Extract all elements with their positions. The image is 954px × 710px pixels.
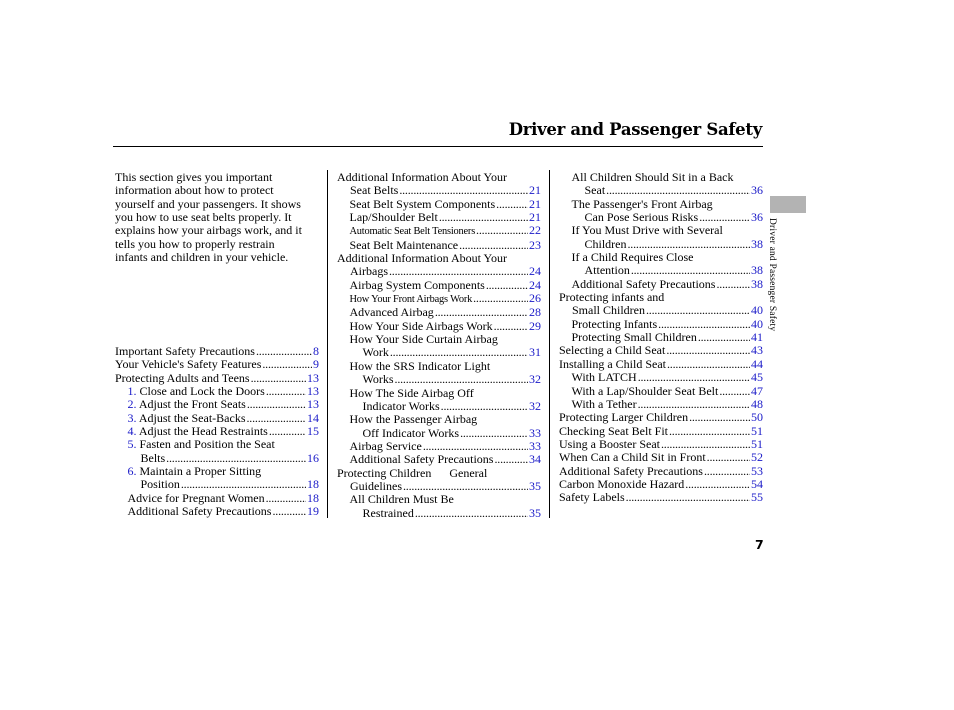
- toc-entry[interactable]: [337, 224, 541, 238]
- toc-entry[interactable]: [337, 239, 541, 252]
- toc-leader-dots: [266, 492, 306, 505]
- toc-entry[interactable]: [337, 211, 541, 224]
- toc-entry[interactable]: [115, 372, 319, 385]
- toc-leader-dots: [247, 412, 307, 425]
- toc-entry-text: Seat Belt System Components: [349, 196, 496, 211]
- toc-leader-dots: [459, 239, 528, 252]
- toc-entry-text: Important Safety Precautions: [115, 344, 255, 358]
- toc-entry[interactable]: [337, 440, 541, 453]
- toc-entry-text: Installing a Child Seat: [559, 356, 666, 371]
- toc-entry-text: Position: [140, 477, 180, 492]
- toc-entry-text: Restrained: [362, 505, 414, 520]
- toc-entry[interactable]: [115, 412, 319, 425]
- toc-entry-text: When Can a Child Sit in Front: [559, 450, 706, 465]
- toc-page-link[interactable]: 8: [313, 344, 319, 358]
- toc-entry-text: How The Side Airbag Off: [349, 385, 474, 400]
- toc-entry-text: Indicator Works: [362, 398, 440, 413]
- toc-leader-dots: [707, 451, 750, 464]
- toc-entry-text: Airbag System Components: [349, 277, 485, 292]
- toc-entry-text: Can Pose Serious Risks: [584, 210, 699, 225]
- toc-leader-dots: [685, 478, 750, 491]
- toc-leader-dots: [269, 425, 306, 438]
- toc-entry-text: Attention: [584, 263, 630, 278]
- toc-leader-dots: [666, 344, 750, 357]
- page-title: Driver and Passenger Safety: [508, 120, 762, 139]
- toc-page-link[interactable]: 9: [313, 357, 319, 372]
- toc-page-link[interactable]: 34: [529, 452, 541, 467]
- toc-entry[interactable]: [115, 385, 319, 398]
- toc-leader-dots: [661, 438, 750, 451]
- toc-page-link[interactable]: 18: [307, 490, 319, 505]
- toc-entry-text: Protecting Small Children: [571, 330, 697, 345]
- toc-entry[interactable]: [559, 198, 763, 225]
- toc-entry-text: How the SRS Indicator Light: [349, 358, 491, 373]
- toc-leader-dots: [403, 480, 528, 493]
- toc-leader-dots: [646, 304, 750, 317]
- toc-leader-dots: [423, 440, 528, 453]
- toc-page-link[interactable]: 51: [751, 423, 763, 438]
- toc-leader-dots: [638, 371, 750, 384]
- toc-entry-text: Protecting Adults and Teens: [115, 370, 250, 385]
- toc-leader-dots: [704, 465, 750, 478]
- toc-entry-text: Seat Belts: [350, 183, 399, 198]
- toc-entry-number: 6.: [127, 464, 140, 479]
- toc-list-1: [115, 345, 319, 518]
- toc-entry[interactable]: [337, 320, 541, 333]
- toc-entry-text: Seat Belt Maintenance: [349, 237, 459, 252]
- toc-leader-dots: [698, 331, 750, 344]
- toc-page-link[interactable]: 23: [529, 237, 541, 252]
- toc-entry-text: Advanced Airbag: [349, 305, 434, 320]
- toc-entry[interactable]: [337, 333, 541, 360]
- toc-entry-text: Additional Safety Precautions: [571, 276, 716, 291]
- toc-entry[interactable]: [115, 438, 319, 465]
- toc-entry[interactable]: [337, 292, 541, 306]
- toc-page-link[interactable]: 33: [529, 438, 541, 453]
- toc-entry[interactable]: [559, 425, 763, 438]
- column-divider: [549, 170, 550, 518]
- toc-entry[interactable]: [559, 451, 763, 464]
- toc-page-link[interactable]: 45: [751, 370, 763, 385]
- toc-entry[interactable]: [115, 465, 319, 492]
- toc-page-link[interactable]: 36: [751, 210, 763, 225]
- toc-page-link[interactable]: 29: [529, 318, 541, 333]
- toc-entry[interactable]: [559, 478, 763, 491]
- toc-leader-dots: [435, 306, 528, 319]
- section-tab-label: Driver and Passenger Safety: [767, 218, 777, 332]
- toc-leader-dots: [262, 358, 312, 371]
- toc-entry[interactable]: [337, 413, 541, 440]
- toc-leader-dots: [251, 372, 306, 385]
- toc-leader-dots: [631, 264, 750, 277]
- toc-list-2: [337, 171, 541, 520]
- toc-page-link[interactable]: 31: [529, 345, 541, 360]
- toc-page-link[interactable]: 13: [307, 397, 319, 412]
- toc-page-link[interactable]: 38: [751, 263, 763, 278]
- toc-entry-text: Airbag Service: [349, 438, 422, 453]
- toc-entry[interactable]: [337, 467, 541, 494]
- toc-leader-dots: [716, 278, 750, 291]
- toc-entry[interactable]: [337, 306, 541, 319]
- toc-leader-dots: [439, 211, 528, 224]
- toc-leader-dots: [441, 400, 528, 413]
- toc-list-3: [559, 171, 763, 505]
- toc-entry[interactable]: [115, 425, 319, 438]
- toc-entry-text: Using a Booster Seat: [559, 436, 660, 451]
- toc-entry[interactable]: [115, 358, 319, 371]
- toc-page-link[interactable]: 35: [529, 505, 541, 520]
- toc-leader-dots: [699, 211, 750, 224]
- toc-entry[interactable]: [559, 318, 763, 331]
- toc-entry-text: Off Indicator Works: [362, 425, 460, 440]
- toc-entry[interactable]: [337, 198, 541, 211]
- toc-leader-dots: [719, 385, 750, 398]
- toc-entry-text: With LATCH: [571, 370, 637, 385]
- toc-entry-text: Protecting Infants: [571, 316, 658, 331]
- toc-page-link[interactable]: 41: [751, 330, 763, 345]
- toc-entry[interactable]: [337, 171, 541, 198]
- toc-page-link[interactable]: 36: [751, 183, 763, 198]
- toc-entry-text: 4. Adjust the Head Restraints: [127, 424, 268, 439]
- toc-entry[interactable]: [559, 491, 763, 504]
- toc-entry-text: Children: [584, 236, 627, 251]
- toc-page-link[interactable]: 26: [529, 291, 541, 306]
- toc-leader-dots: [689, 411, 750, 424]
- toc-entry-text: Carbon Monoxide Hazard: [559, 476, 685, 491]
- toc-entry-text: Lap/Shoulder Belt: [349, 210, 438, 225]
- toc-entry[interactable]: [337, 453, 541, 466]
- toc-entry[interactable]: [559, 278, 763, 291]
- toc-entry-number: 3.: [127, 410, 139, 425]
- toc-leader-dots: [494, 320, 528, 333]
- toc-entry-text: How the Passenger Airbag: [349, 412, 478, 427]
- toc-leader-dots: [667, 358, 750, 371]
- toc-page-link[interactable]: 21: [529, 196, 541, 211]
- toc-page-link[interactable]: 24: [529, 277, 541, 292]
- toc-entry[interactable]: [337, 493, 541, 520]
- toc-entry-text: Additional Safety Precautions: [127, 504, 272, 519]
- toc-entry-text: Work: [362, 345, 389, 360]
- toc-page-link[interactable]: 32: [529, 398, 541, 413]
- toc-leader-dots: [415, 507, 528, 520]
- toc-page-link[interactable]: 54: [751, 476, 763, 491]
- page-number: 7: [755, 537, 764, 552]
- toc-page-link[interactable]: 40: [751, 303, 763, 318]
- toc-column-3: [559, 171, 763, 505]
- toc-page-link[interactable]: 48: [751, 396, 763, 411]
- toc-entry-number: 1.: [127, 384, 140, 399]
- toc-entry-text: Guidelines: [350, 478, 402, 493]
- toc-leader-dots: [658, 318, 750, 331]
- toc-leader-dots: [247, 398, 306, 411]
- toc-column-2: [337, 171, 541, 520]
- toc-entry-number: 2.: [127, 397, 139, 412]
- toc-entry-text: Additional Information About Your: [337, 170, 507, 184]
- toc-entry-text: How Your Front Airbags Work: [349, 294, 473, 306]
- toc-page-link[interactable]: 15: [307, 424, 319, 439]
- toc-leader-dots: [669, 425, 750, 438]
- toc-leader-dots: [181, 478, 306, 491]
- toc-page-link[interactable]: 35: [529, 478, 541, 493]
- toc-leader-dots: [473, 292, 528, 305]
- toc-page-link[interactable]: 47: [751, 383, 763, 398]
- toc-leader-dots: [606, 184, 750, 197]
- toc-entry-text: Advice for Pregnant Women: [127, 490, 265, 505]
- toc-leader-dots: [494, 453, 528, 466]
- toc-entry-text: All Children Must Be: [349, 492, 454, 507]
- toc-page-link[interactable]: 38: [751, 236, 763, 251]
- toc-entry-text: Selecting a Child Seat: [559, 343, 666, 358]
- toc-leader-dots: [496, 198, 528, 211]
- column-divider: [327, 170, 328, 518]
- toc-page-link[interactable]: 52: [751, 450, 763, 465]
- title-rule: [113, 146, 763, 147]
- toc-page-link[interactable]: 13: [307, 384, 319, 399]
- toc-entry-text: Small Children: [572, 303, 645, 318]
- toc-page-link[interactable]: 33: [529, 425, 541, 440]
- toc-entry-text: Additional Information About Your: [337, 251, 507, 266]
- toc-entry-text: Works: [362, 372, 394, 387]
- toc-page-link[interactable]: 32: [529, 372, 541, 387]
- toc-entry-text: Automatic Seat Belt Tensioners: [349, 226, 476, 238]
- toc-entry-text: Seat: [584, 183, 606, 198]
- intro-paragraph: This section gives you important information about how to protect yourself and your passengers. It shows you how to use seat belts properly. It explains how your airbags work, and it tells you how to properly restrain infants and children in your vehicle.: [115, 170, 302, 265]
- toc-entry-text: Protecting infants and: [559, 290, 665, 305]
- toc-entry[interactable]: [559, 465, 763, 478]
- toc-page-link[interactable]: 21: [529, 183, 541, 198]
- toc-entry[interactable]: [559, 344, 763, 357]
- toc-page-link[interactable]: 40: [751, 316, 763, 331]
- toc-entry[interactable]: [337, 360, 541, 387]
- toc-entry-text: 1. Close and Lock the Doors: [127, 384, 265, 399]
- toc-page-link[interactable]: 53: [751, 463, 763, 478]
- toc-entry[interactable]: [337, 252, 541, 279]
- toc-entry-text: The Passenger's Front Airbag: [571, 196, 713, 211]
- toc-entry-text: How Your Side Curtain Airbag: [349, 332, 498, 347]
- toc-entry[interactable]: [559, 224, 763, 251]
- toc-entry-text: All Children Should Sit in a Back: [571, 170, 734, 184]
- toc-entry[interactable]: [337, 279, 541, 292]
- toc-entry-text: With a Tether: [571, 396, 637, 411]
- toc-page-link[interactable]: 28: [529, 305, 541, 320]
- toc-leader-dots: [399, 184, 528, 197]
- toc-entry[interactable]: [559, 171, 763, 198]
- toc-page-link[interactable]: 50: [751, 410, 763, 425]
- toc-leader-dots: [476, 224, 528, 237]
- toc-entry[interactable]: [337, 387, 541, 414]
- toc-leader-dots: [460, 427, 528, 440]
- toc-leader-dots: [272, 505, 306, 518]
- toc-leader-dots: [389, 265, 528, 278]
- toc-entry-text: Additional Safety Precautions: [559, 463, 703, 478]
- toc-leader-dots: [166, 452, 306, 465]
- toc-page-link[interactable]: 44: [751, 356, 763, 371]
- toc-entry[interactable]: [559, 291, 763, 318]
- toc-page-link[interactable]: 22: [529, 223, 541, 238]
- toc-leader-dots: [390, 346, 528, 359]
- toc-page-link[interactable]: 38: [751, 276, 763, 291]
- toc-entry-text: Additional Safety Precautions: [349, 452, 494, 467]
- toc-leader-dots: [638, 398, 750, 411]
- toc-entry-text: Protecting Larger Children: [559, 410, 689, 425]
- toc-entry-text: Belts: [140, 450, 166, 465]
- toc-page-link[interactable]: 43: [751, 343, 763, 358]
- toc-entry-text: 2. Adjust the Front Seats: [127, 397, 246, 412]
- toc-column-1: [115, 170, 319, 519]
- toc-page-link[interactable]: 21: [529, 210, 541, 225]
- toc-page-link[interactable]: 55: [751, 490, 763, 505]
- toc-entry-text: 6. Maintain a Proper Sitting: [127, 464, 262, 479]
- toc-entry[interactable]: [559, 398, 763, 411]
- toc-entry[interactable]: [559, 251, 763, 278]
- toc-entry[interactable]: [559, 371, 763, 384]
- toc-leader-dots: [266, 385, 306, 398]
- toc-entry-text: How Your Side Airbags Work: [349, 318, 493, 333]
- toc-entry[interactable]: [115, 345, 319, 358]
- toc-leader-dots: [628, 238, 751, 251]
- toc-page-link[interactable]: 24: [529, 264, 541, 279]
- toc-page-link[interactable]: 51: [751, 436, 763, 451]
- toc-page-link[interactable]: 18: [307, 477, 319, 492]
- toc-page-link[interactable]: 14: [307, 410, 319, 425]
- toc-page-link[interactable]: 16: [307, 450, 319, 465]
- toc-entry-text: 5. Fasten and Position the Seat: [127, 437, 275, 452]
- toc-entry-number: 5.: [127, 437, 140, 452]
- toc-leader-dots: [626, 491, 750, 504]
- toc-page-link[interactable]: 13: [307, 370, 319, 385]
- toc-leader-dots: [486, 279, 528, 292]
- toc-entry-text: With a Lap/Shoulder Seat Belt: [571, 383, 719, 398]
- toc-entry-text: Protecting Children General: [337, 465, 488, 480]
- toc-entry[interactable]: [559, 358, 763, 371]
- toc-leader-dots: [395, 373, 528, 386]
- section-tab: [770, 196, 806, 213]
- toc-entry-text: Your Vehicle's Safety Features: [115, 357, 262, 372]
- toc-entry[interactable]: [115, 505, 319, 518]
- toc-entry-text: Airbags: [350, 264, 388, 279]
- toc-entry-text: If a Child Requires Close: [571, 250, 694, 265]
- toc-entry[interactable]: [559, 385, 763, 398]
- toc-entry-text: If You Must Drive with Several: [571, 223, 723, 238]
- toc-entry[interactable]: [559, 438, 763, 451]
- toc-leader-dots: [256, 345, 312, 358]
- toc-entry[interactable]: [115, 492, 319, 505]
- toc-entry[interactable]: [559, 411, 763, 424]
- toc-entry-number: 4.: [127, 424, 139, 439]
- toc-entry[interactable]: [115, 398, 319, 411]
- toc-entry-text: Safety Labels: [559, 490, 625, 505]
- toc-entry-text: Checking Seat Belt Fit: [559, 423, 668, 438]
- toc-page-link[interactable]: 19: [307, 504, 319, 519]
- toc-entry-text: 3. Adjust the Seat-Backs: [127, 410, 246, 425]
- toc-entry[interactable]: [559, 331, 763, 344]
